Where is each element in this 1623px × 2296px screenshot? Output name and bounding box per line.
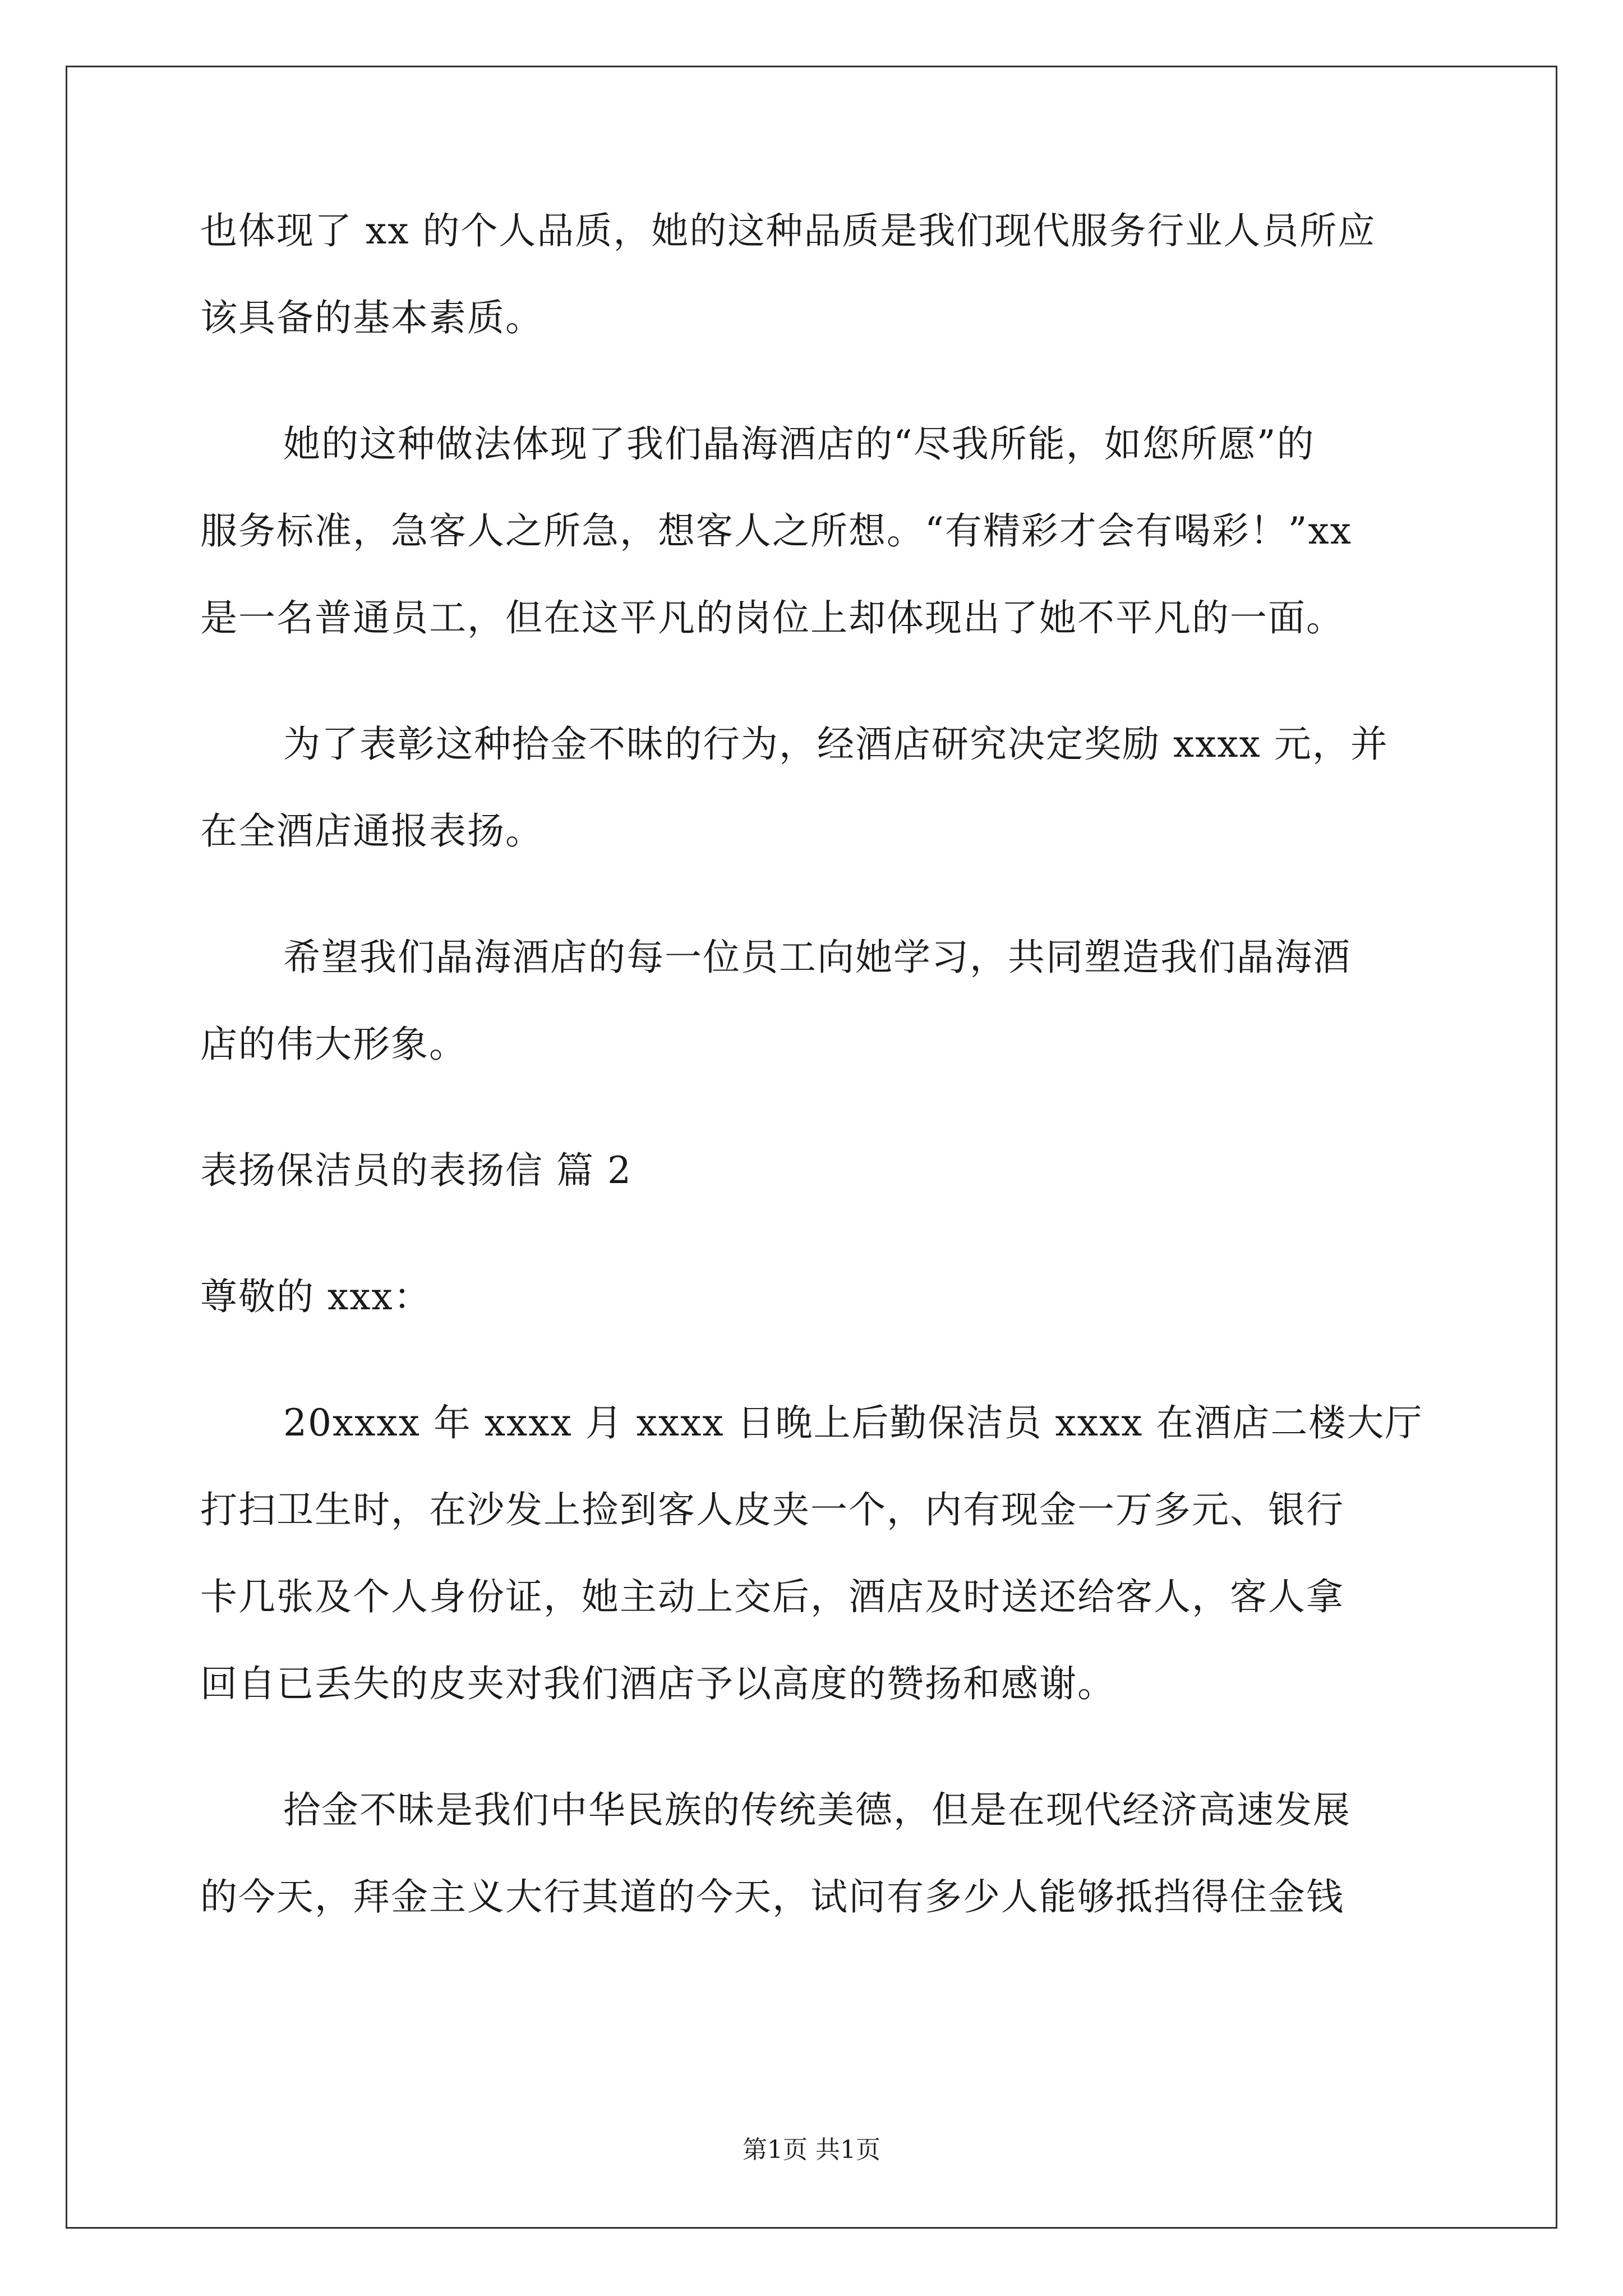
text-line: 打扫卫生时，在沙发上捡到客人皮夹一个，内有现金一万多元、银行	[200, 1488, 1344, 1531]
text-line: 该具备的基本素质。	[200, 296, 543, 339]
section-heading: 表扬保洁员的表扬信 篇 2	[200, 1149, 632, 1192]
text-line: 的今天，拜金主义大行其道的今天，试问有多少人能够抵挡得住金钱	[200, 1875, 1344, 1918]
text-line: 也体现了 xx 的个人品质，她的这种品质是我们现代服务行业人员所应	[200, 209, 1376, 252]
text-line: 在全酒店通报表扬。	[200, 809, 543, 853]
text-line: 卡几张及个人身份证，她主动上交后，酒店及时送还给客人，客人拿	[200, 1575, 1344, 1618]
text-line: 服务标准，急客人之所急，想客人之所想。“有精彩才会有喝彩！”xx	[200, 509, 1352, 553]
paragraph-start-line: 20xxxx 年 xxxx 月 xxxx 日晚上后勤保洁员 xxxx 在酒店二楼大厅	[283, 1401, 1423, 1444]
paragraph-start-line: 拾金不昧是我们中华民族的传统美德，但是在现代经济高速发展	[283, 1788, 1351, 1832]
salutation: 尊敬的 xxx：	[200, 1275, 432, 1318]
paragraph-start-line: 希望我们晶海酒店的每一位员工向她学习，共同塑造我们晶海酒	[283, 936, 1351, 979]
page-footer: 第1页 共1页	[743, 2136, 880, 2164]
paragraph-start-line: 为了表彰这种拾金不昧的行为，经酒店研究决定奖励 xxxx 元，并	[283, 723, 1389, 766]
paragraph-start-line: 她的这种做法体现了我们晶海酒店的“尽我所能，如您所愿”的	[283, 422, 1315, 466]
text-line: 是一名普通员工，但在这平凡的岗位上却体现出了她不平凡的一面。	[200, 596, 1344, 639]
text-line: 店的伟大形象。	[200, 1023, 467, 1066]
text-line: 回自已丢失的皮夹对我们酒店予以高度的赞扬和感谢。	[200, 1662, 1115, 1705]
